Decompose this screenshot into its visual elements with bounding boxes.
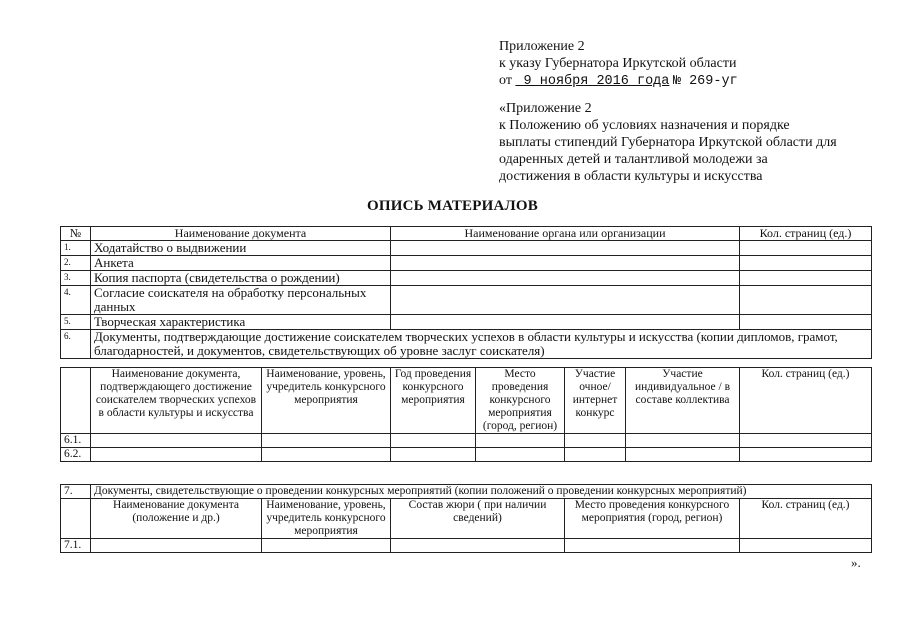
section-7-description: Документы, свидетельствующие о проведении конкурсных мероприятий (копии положений о проведении конкурсных мероприятий) (91, 485, 872, 499)
section-7-header-row (61, 499, 872, 539)
decree-header (499, 38, 738, 90)
row-organization-cell (391, 286, 740, 315)
sub7-header-jury: Состав жюри ( при наличии сведений) (391, 499, 565, 539)
row-organization-cell (391, 256, 740, 271)
sub6-header-participation-type: Участие индивидуальное / в составе коллектива (626, 368, 740, 434)
row-pages-cell (740, 286, 872, 315)
decree-header-line3 (499, 72, 738, 90)
row-number: 3. (61, 271, 91, 286)
sub6-header-place: Место проведения конкурсного мероприятия (город, регион) (476, 368, 565, 434)
row-number: 6.1. (61, 434, 91, 448)
sub6-header-pages: Кол. страниц (ед.) (740, 368, 872, 434)
decree-header-line1: Приложение 2 (499, 39, 585, 54)
col-header-organization: Наименование органа или организации (391, 227, 740, 241)
row-number: 7. (61, 485, 91, 499)
row-pages-cell (740, 315, 872, 330)
table-row (61, 286, 872, 315)
decree-header-line2: к указу Губернатора Иркутской области (499, 56, 737, 71)
col-header-number: № (61, 227, 91, 241)
table-header-row (61, 227, 872, 241)
table-row (61, 241, 872, 256)
sub7-header-contest: Наименование, уровень, учредитель конкурсного мероприятия (262, 499, 391, 539)
regulation-header-line4: одаренных детей и талантливой молодежи за (499, 152, 768, 167)
sub6-header-participation-form: Участие очное/ интернет конкурс (565, 368, 626, 434)
row-number: 2. (61, 256, 91, 271)
row-pages-cell (740, 256, 872, 271)
sub7-header-document: Наименование документа (положение и др.) (91, 499, 262, 539)
regulation-header-line5: достижения в области культуры и искусства (499, 169, 763, 184)
row-document-name: Ходатайство о выдвижении (91, 241, 391, 256)
row-organization-cell (391, 315, 740, 330)
table-row (61, 539, 872, 553)
decree-number: № 269-уг (672, 74, 738, 89)
sub7-header-pages: Кол. страниц (ед.) (740, 499, 872, 539)
row-pages-cell (740, 241, 872, 256)
row-number: 1. (61, 241, 91, 256)
table-row (61, 434, 872, 448)
row-organization-cell (391, 241, 740, 256)
section-6-header-row (61, 368, 872, 434)
sub6-header-document: Наименование документа, подтверждающего достижение соискателем творческих успехов в области культуры и искусства (91, 368, 262, 434)
row-number: 5. (61, 315, 91, 330)
section-6-description: Документы, подтверждающие достижение соискателем творческих успехов в области культуры и искусства (копии дипломов, грамот, благодарностей, и документов, свидетельствующих об уровне заслуг соискателя) (91, 330, 872, 359)
table-row-section-6 (61, 330, 872, 359)
materials-table (60, 226, 872, 359)
section-6-subtable (60, 367, 872, 462)
sub7-header-blank (61, 499, 91, 539)
row-document-name: Творческая характеристика (91, 315, 391, 330)
row-number: 6.2. (61, 448, 91, 462)
sub6-header-year: Год проведения конкурсного мероприятия (391, 368, 476, 434)
regulation-header-line1: «Приложение 2 (499, 101, 592, 116)
row-document-name: Анкета (91, 256, 391, 271)
section-7-subtable (60, 484, 872, 553)
row-number: 6. (61, 330, 91, 359)
table-row-section-7 (61, 485, 872, 499)
row-pages-cell (740, 271, 872, 286)
closing-quote-mark: ». (851, 555, 861, 570)
table-row (61, 315, 872, 330)
decree-date-prefix: от (499, 73, 512, 88)
sub7-header-place: Место проведения конкурсного мероприятия (город, регион) (565, 499, 740, 539)
table-row (61, 271, 872, 286)
regulation-header (499, 100, 837, 185)
sub6-header-blank (61, 368, 91, 434)
table-row (61, 448, 872, 462)
regulation-header-line2: к Положению об условиях назначения и порядке (499, 118, 790, 133)
regulation-header-line3: выплаты стипендий Губернатора Иркутской области для (499, 135, 837, 150)
col-header-pages: Кол. страниц (ед.) (740, 227, 872, 241)
decree-date: 9 ноября 2016 года (523, 74, 670, 89)
col-header-document: Наименование документа (91, 227, 391, 241)
row-number: 7.1. (61, 539, 91, 553)
row-number: 4. (61, 286, 91, 315)
table-row (61, 256, 872, 271)
row-document-name: Копия паспорта (свидетельства о рождении) (91, 271, 391, 286)
sub6-header-contest: Наименование, уровень, учредитель конкурсного мероприятия (262, 368, 391, 434)
row-organization-cell (391, 271, 740, 286)
page-title: ОПИСЬ МАТЕРИАЛОВ (367, 198, 538, 214)
row-document-name: Согласие соискателя на обработку персональных данных (91, 286, 391, 315)
